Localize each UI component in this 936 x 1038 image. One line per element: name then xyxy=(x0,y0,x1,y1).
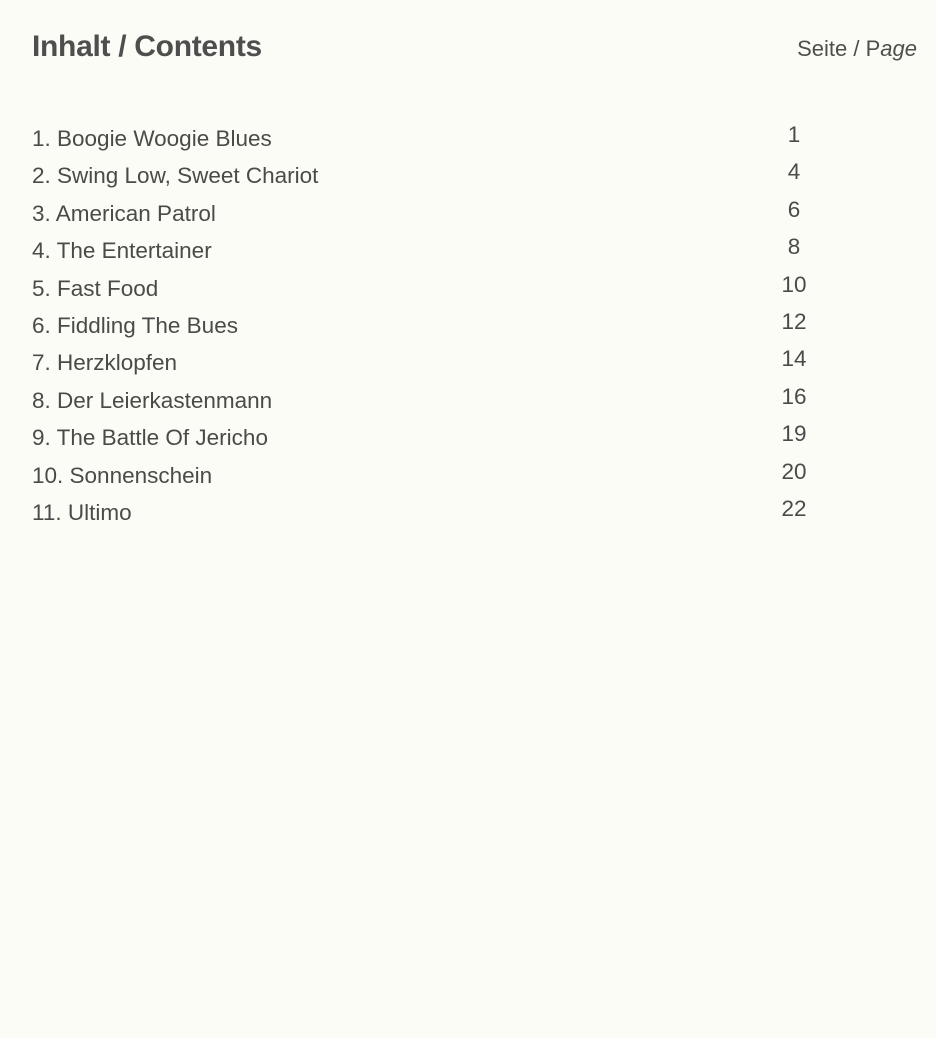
toc-entry-title: 2. Swing Low, Sweet Chariot xyxy=(32,163,319,189)
page-column-label-italic: age xyxy=(880,36,917,61)
toc-entry-page: 20 xyxy=(781,458,807,484)
toc-entry xyxy=(32,196,812,236)
toc-entry xyxy=(32,271,812,311)
page-column-label-prefix: Seite / P xyxy=(797,36,881,61)
toc-entry xyxy=(32,495,812,535)
toc-entry xyxy=(32,383,812,423)
page-title: Inhalt / Contents xyxy=(32,30,262,63)
toc-entry xyxy=(32,458,812,498)
toc-entry-page: 8 xyxy=(787,234,801,260)
toc-entry-page: 4 xyxy=(787,159,801,185)
toc-entry-title: 6. Fiddling The Bues xyxy=(32,312,238,338)
toc-entry-title: 7. Herzklopfen xyxy=(32,350,178,376)
toc-entry-title: 3. American Patrol xyxy=(32,200,216,226)
toc-entry-page: 1 xyxy=(787,122,801,147)
toc-entry-title: 4. The Entertainer xyxy=(32,238,212,264)
toc-entry-title: 8. Der Leierkastenmann xyxy=(32,387,273,413)
toc-entry-page: 19 xyxy=(781,421,807,447)
toc-entry xyxy=(32,308,812,348)
toc-entry xyxy=(32,236,812,273)
toc-entry-page: 12 xyxy=(781,308,807,334)
toc-entry-title: 11. Ultimo xyxy=(32,499,132,525)
page-column-label xyxy=(797,36,917,62)
toc-entry-page: 22 xyxy=(781,495,807,521)
toc-entry-title: 1. Boogie Woogie Blues xyxy=(32,126,272,151)
toc-entry xyxy=(32,423,812,460)
toc-entry-title: 9. The Battle Of Jericho xyxy=(32,425,268,451)
toc-entry xyxy=(32,161,812,198)
toc-list xyxy=(32,124,812,535)
toc-entry xyxy=(32,124,812,161)
toc-entry xyxy=(32,348,812,385)
toc-entry-page: 6 xyxy=(787,196,801,222)
toc-entry-page: 14 xyxy=(781,346,807,372)
toc-entry-page: 10 xyxy=(781,271,807,297)
toc-entry-title: 10. Sonnenschein xyxy=(32,462,213,488)
toc-entry-title: 5. Fast Food xyxy=(32,275,159,301)
toc-entry-page: 16 xyxy=(781,383,807,409)
